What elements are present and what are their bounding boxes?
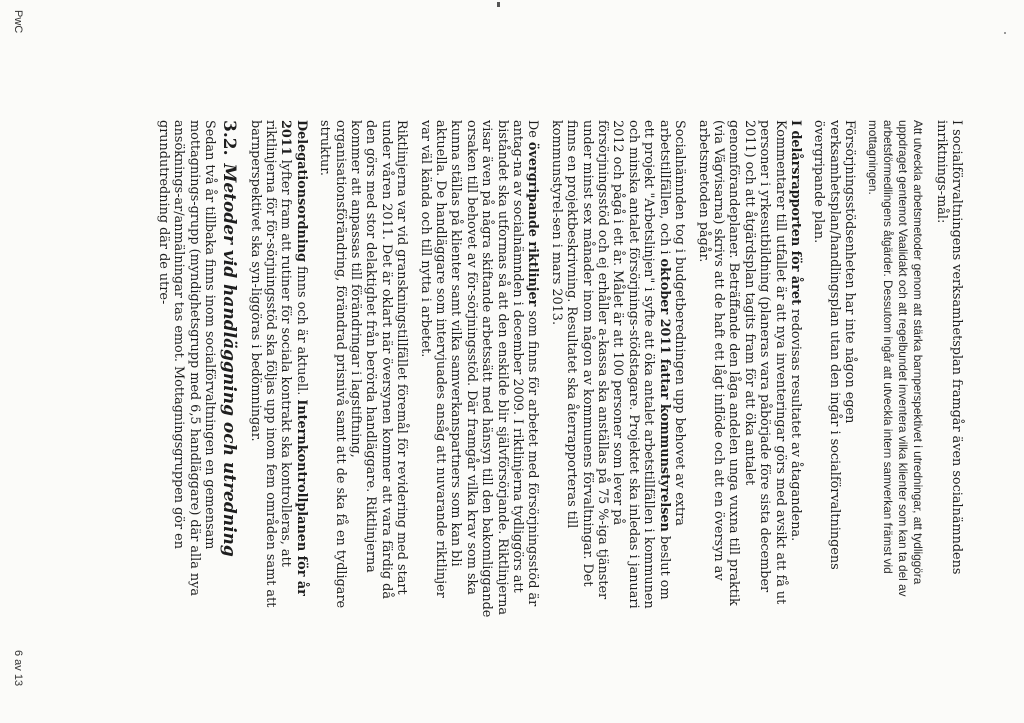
paragraph-revidering: Riktlinjerna var vid granskningstillfället föremål för revidering med start under våren 2011. Det är oklart när översynen kommer att vara färdig då den görs med stor delaktighet från berörda handläggare. Riktlinjerna kommer att anpassas till förändringar i lagstiftning, organisationsförändring, förändrad prisnivå samt att de ska få en tydligare struktur. (317, 120, 410, 609)
text-delegation-b: lyfter fram att rutiner för sociala kontrakt ska kontrolleras, att riktlinjerna för för-sörjningsstöd ska följas upp inom fem områden samt att barnperspektivet ska syn-liggöras i bedömningar. (247, 120, 294, 608)
paragraph-delarsrapport (695, 120, 803, 620)
scan-speck (497, 2, 500, 7)
text-delegation-a: finns och är aktuell. (293, 261, 309, 400)
text-arbetslinjen-a: Socialnämnden tog i budgetberedningen upp behovet av extra arbetstillfällen, och i (656, 120, 688, 526)
paragraph-mottagningsgrupp: Sedan två år tillbaka finns inom socialförvaltningen en gemensam mottagnings-grupp (myndighetsgrupp med 6,5 handläggare) där alla nya ansöknings-ar/anmälningar tas emot. Mottagningsgruppen gör en grundutredning där de utre- (155, 120, 218, 597)
scan-speck (1004, 32, 1006, 34)
section-number: 3.2. (219, 120, 240, 156)
paragraph-inriktningsmal: I socialförvaltningens verksamhetsplan framgår även socialnämndens inriktnings-mål: (933, 120, 964, 575)
paragraph-delegationsordning (247, 120, 309, 620)
text-riktlinjer-b: som finns för arbetet med försörjningsstöd är antag-na av socialnämnden i december 2009. I riktlinjerna tydliggörs att biståndet ska utformas så att den enskilde blir självförsörjande. Riktlinjerna visar även på några skiftande arbetssätt med hänsyn till den bakomliggande orsaken till behovet av för-sörjningsstöd. Där framgår vilka krav som ska kunna ställas på klienter samt vilka samverkanspartners som kan bli aktuella. De handläggare som intervjuades ansåg att nuvarande riktlinjer var väl kända och till nytta i arbetet. (417, 120, 541, 618)
text-riktlinjer-a: De (525, 120, 541, 142)
footer-company: PwC (12, 10, 24, 34)
paragraph-arbetslinjen (548, 120, 687, 620)
bold-kommunstyrelsen: oktober 2011 fattar kommunstyrelsen (656, 258, 672, 532)
bold-delegationsordning: Delegationsordning (293, 120, 309, 262)
paragraph-riktlinjer (417, 120, 540, 620)
bold-internkontrollplanen: Internkontrollplanen för år 2011 (278, 120, 309, 596)
section-title: Metoder vid handläggning och utredning (219, 163, 240, 557)
paragraph-quoted-goals: Att utveckla arbetsmetoder genom att stärka barnperspektivet i utredningar, att tydliggöra uppdraget gentemot Vaalidakt och att regelbundet inventera vilka klienter som kan ta del av arbetsförmedlingens åtgärder. Dessutom ingår att utveckla intern samverkan främst vid mottagningen. (866, 120, 926, 597)
text-arbetslinjen-b: beslut om ett projekt "Arbetslinjen" i syfte att öka antalet arbetstillfällen i kommunen och minska antalet försörjnings-stödstagare. Projektet ska inledas i januari 2012 och pågå i ett år. Målet är att 100 personer som lever på försörjningsstöd och ej erhåller a-kassa ska anställas på 75 %-iga tjänster under minst sex månader inom någon av kommunens förvaltningar. Det finns en projektbeskrivning. Resultatet ska återrapporteras till kommunstyrel-sen i mars 2013. (548, 120, 672, 609)
bold-riktlinjer: övergripande riktlinjer (525, 141, 541, 307)
body-text (148, 120, 964, 620)
section-heading (219, 120, 239, 620)
footer-page-number: 6 av 13 (12, 650, 24, 687)
bold-delarsrapport: I delårsrapporten för året (787, 120, 803, 305)
text-delarsrapport: redovisas resultatet av åtagandena. Kommentarer till utfallet är att nya inventeringar görs med avsikt att få ut personer i yrkesutbildning (planeras vara påbörjade före sista december 2011) och att åtgärdsplan tagits fram för att öka antalet genomförandeplaner. Beträffande den låga andelen unga vuxna till praktik (via Vägvisarna) skrivs att de haft ett lågt inflöde och att en översyn av arbetsmetoden pågår. (695, 120, 803, 606)
paragraph-verksamhetsplan: Försörjningsstödsenheten har inte någon egen verksamhetsplan/handlingsplan utan den ingår i socialförvaltningens övergripande plan. (811, 120, 858, 570)
